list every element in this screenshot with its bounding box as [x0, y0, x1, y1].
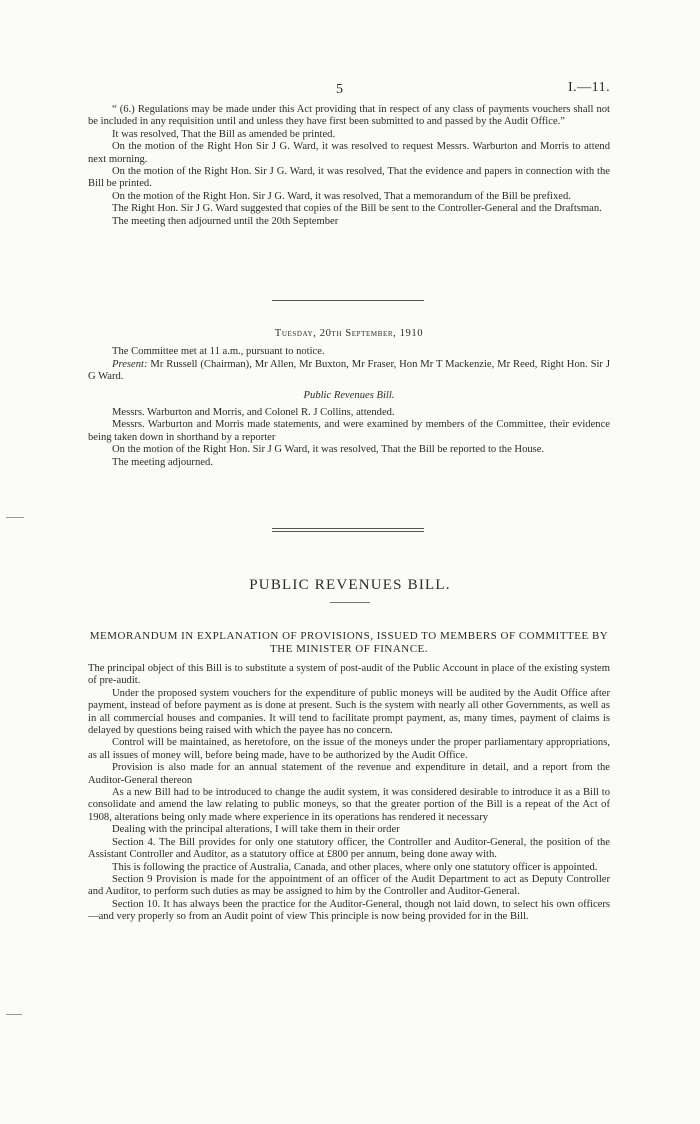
minute-paragraph: The Committee met at 11 a.m., pursuant to notice. — [112, 346, 325, 358]
meeting-minutes-20-september — [88, 328, 610, 469]
meeting-date-heading: Tuesday, 20th September, 1910 — [274, 328, 424, 339]
minute-paragraph: The meeting then adjourned until the 20th September — [112, 215, 339, 227]
bill-subheading: Public Revenues Bill. — [303, 389, 395, 401]
margin-mark — [6, 517, 24, 518]
minute-paragraph: On the motion of the Right Hon. Sir J G. Ward, it was resolved, That a memorandum of the Bill be prefixed. — [112, 190, 571, 202]
minute-paragraph: Messrs. Warburton and Morris made statements, and were examined by members of the Committee, their evidence being taken down in shorthand by a reporter — [88, 419, 610, 443]
memorandum-heading: MEMORANDUM IN EXPLANATION OF PROVISIONS, ISSUED TO MEMBERS OF COMMITTEE BY THE MINISTER OF FINANCE. — [89, 630, 609, 655]
memorandum-paragraph: As a new Bill had to be introduced to change the audit system, it was considered desirable to introduce it as a Bill to consolidate and amend the law relating to public moneys, so that the greater portion of the Bill is a repeat of the Act of 1908, alterations being only made where experience in its operations has rendered it necessary — [88, 787, 610, 823]
members-present: Mr Russell (Chairman), Mr Allen, Mr Buxton, Mr Fraser, Hon Mr T Mackenzie, Mr Reed, Right Hon. Sir J G Ward. — [88, 358, 610, 383]
section-divider-top — [272, 528, 424, 529]
minute-paragraph: On the motion of the Right Hon Sir J G. Ward, it was resolved to request Messrs. Warburton and Morris to attend next morning. — [88, 141, 610, 165]
memorandum-paragraph: The principal object of this Bill is to substitute a system of post-audit of the Public Account in place of the existing system of pre-audit. — [88, 663, 610, 687]
regulation-clause: “ (6.) Regulations may be made under this Act providing that in respect of any class of payments vouchers shall not be included in any requisition until and unless they have first been submitted to and passed by the Audit Office.” — [88, 104, 610, 128]
section-divider — [272, 300, 424, 301]
minute-paragraph: On the motion of the Right Hon. Sir J G Ward, it was resolved, That the Bill be reported to the House. — [112, 444, 545, 456]
bill-title: PUBLIC REVENUES BILL. — [249, 577, 451, 593]
margin-mark — [6, 1014, 22, 1015]
memorandum-paragraph: Under the proposed system vouchers for the expenditure of public moneys will be audited by the Audit Office after payment, instead of before payment as is done at present. Such is the system with nearly all other Governments, as well as in all commercial houses and companies. It will tend to facilitate prompt payment, as, many times, payment of claims is delayed by questions being raised with which the payee has no concern. — [88, 687, 610, 737]
memorandum-paragraph: Control will be maintained, as heretofore, on the issue of the moneys under the proper parliamentary appropriations, as all issues of money will, before being made, have to be authorized by the Audit Office. — [88, 737, 610, 761]
section-divider-bottom — [272, 531, 424, 532]
memorandum-paragraph: Section 4. The Bill provides for only one statutory officer, the Controller and Auditor-General, the position of the Assistant Controller and Auditor, as a statutory office at £800 per annum, being done away with. — [88, 836, 610, 861]
present-paragraph — [88, 359, 610, 384]
minute-paragraph: On the motion of the Right Hon. Sir J G. Ward, it was resolved, That the evidence and papers in connection with the Bill be printed. — [88, 166, 610, 190]
minute-paragraph: The Right Hon. Sir J G. Ward suggested that copies of the Bill be sent to the Controller-General and the Draftsman. — [112, 203, 602, 215]
minute-paragraph: Messrs. Warburton and Morris, and Colonel R. J Collins, attended. — [112, 407, 395, 419]
memorandum-body — [88, 663, 610, 924]
memorandum-paragraph: Dealing with the principal alterations, I will take them in their order — [112, 824, 400, 836]
committee-minutes-continued — [88, 104, 610, 228]
page-number: 5 — [336, 82, 343, 97]
memorandum-paragraph: Section 10. It has always been the practice for the Auditor-General, though not laid down, to select his own officers—and very properly so from an Audit point of view This principle is now being provided for in the Bill. — [88, 898, 610, 923]
minute-paragraph: The meeting adjourned. — [112, 456, 213, 468]
document-reference: I.—11. — [568, 80, 611, 95]
memorandum-paragraph: Provision is also made for an annual statement of the revenue and expenditure in detail, and a report from the Auditor-General thereon — [88, 762, 610, 786]
memorandum-paragraph: Section 9 Provision is made for the appointment of an officer of the Audit Department to act as Deputy Controller and Auditor, to perform such duties as may be assigned to him by the Controller and Auditor-General. — [88, 873, 610, 898]
minute-paragraph: It was resolved, That the Bill as amended be printed. — [112, 128, 336, 140]
present-label: Present: — [112, 358, 148, 370]
title-underline — [330, 602, 370, 603]
memorandum-paragraph: This is following the practice of Australia, Canada, and other places, where only one statutory officer is appointed. — [112, 861, 598, 873]
